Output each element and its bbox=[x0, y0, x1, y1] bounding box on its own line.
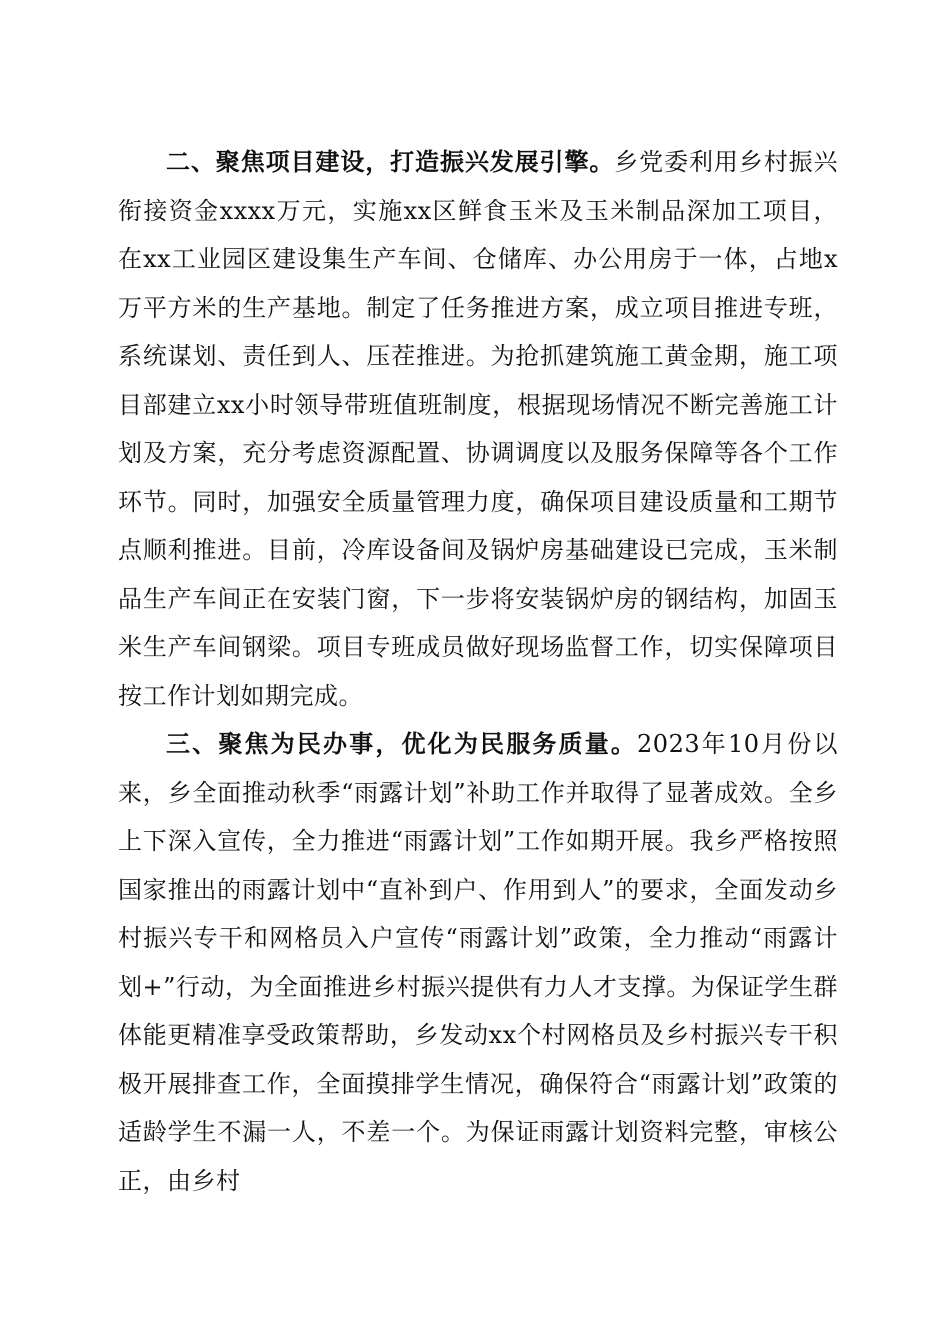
paragraph-text: 2023年10月份以来，乡全面推动秋季“雨露计划”补助工作并取得了显著成效。全乡上下深入宣传，全力推进“雨露计划”工作如期开展。我乡严格按照国家推出的雨露计划中“直补到户、作用到人”的要求，全面发动乡村振兴专干和网格员入户宣传“雨露计划”政策，全力推动“雨露计划+”行动，为全面推进乡村振兴提供有力人才支撑。为保证学生群体能更精准享受政策帮助，乡发动xx个村网格员及乡村振兴专干积极开展排查工作，全面摸排学生情况，确保符合“雨露计划”政策的适龄学生不漏一人，不差一个。为保证雨露计划资料完整，审核公正，由乡村 bbox=[118, 730, 838, 1195]
paragraph-public-service bbox=[118, 720, 838, 1205]
paragraph-heading: 三、聚焦为民办事，优化为民服务质量。 bbox=[166, 730, 638, 758]
paragraph-text: 乡党委利用乡村振兴衔接资金xxxx万元，实施xx区鲜食玉米及玉米制品深加工项目，在xx工业园区建设集生产车间、仓储库、办公用房于一体，占地x万平方米的生产基地。制定了任务推进方案，成立项目推进专班，系统谋划、责任到人、压茬推进。为抢抓建筑施工黄金期，施工项目部建立xx小时领导带班值班制度，根据现场情况不断完善施工计划及方案，充分考虑资源配置、协调调度以及服务保障等各个工作环节。同时，加强安全质量管理力度，确保项目建设质量和工期节点顺利推进。目前，冷库设备间及锅炉房基础建设已完成，玉米制品生产车间正在安装门窗，下一步将安装锅炉房的钢结构，加固玉米生产车间钢梁。项目专班成员做好现场监督工作，切实保障项目按工作计划如期完成。 bbox=[118, 148, 839, 710]
document-body bbox=[118, 138, 838, 1205]
paragraph-heading: 二、聚焦项目建设，打造振兴发展引擎。 bbox=[166, 148, 615, 176]
paragraph-project-construction bbox=[118, 138, 838, 720]
